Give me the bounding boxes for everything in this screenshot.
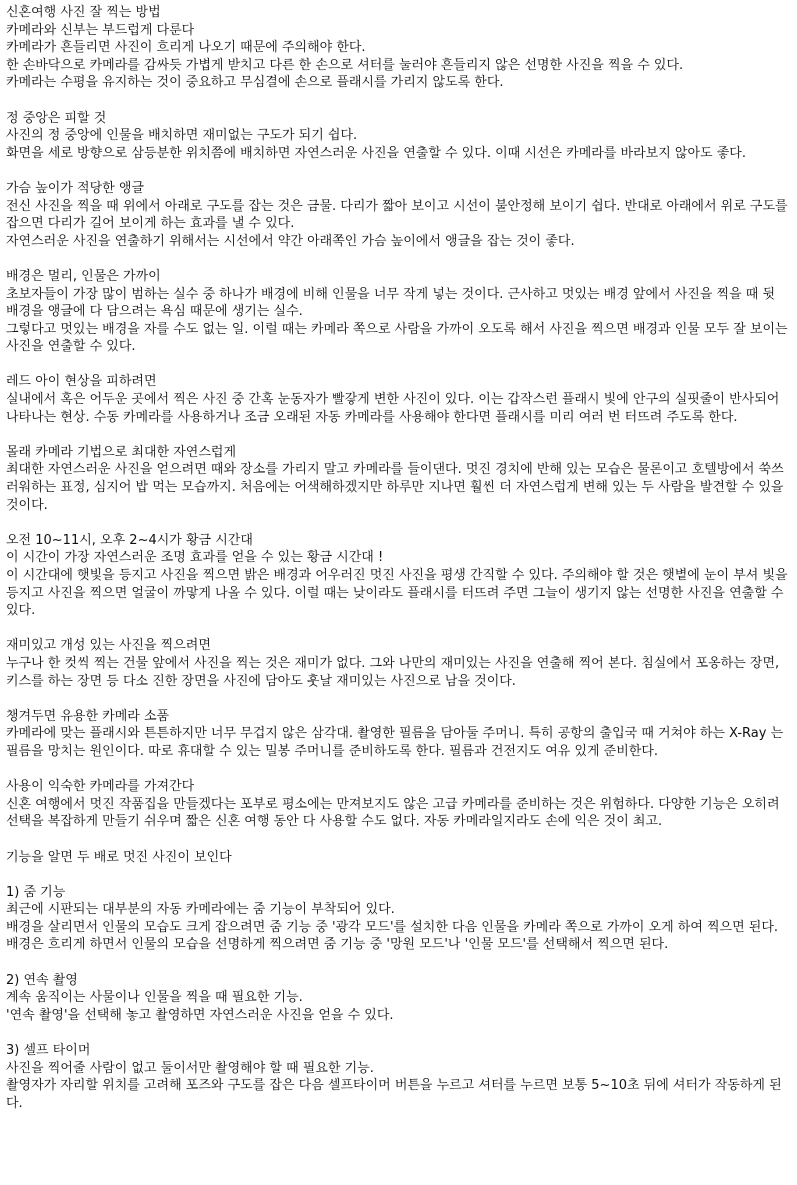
text-line: 신혼여행 사진 잘 찍는 방법 (6, 5, 161, 20)
blank-line (6, 1024, 791, 1042)
text-line: 이 시간대에 햇빛을 등지고 사진을 찍으면 밝은 배경과 어우러진 멋진 사진을 평생 간직할 수 있다. 주의해야 할 것은 햇볕에 눈이 부셔 빛을 등지고 사진을 찍으면 얼굴이 까맣게 나올 수 있다. 이럴 때는 낮이라도 플래시를 터뜨려 주면 그늘이 생기지 않는 선명한 사진을 연출할 수 있다. (6, 568, 792, 619)
text-line: 전신 사진을 찍을 때 위에서 아래로 구도를 잡는 것은 금물. 다리가 짧아 보이고 시선이 불안정해 보이기 쉽다. 반대로 아래에서 위로 구도를 잡으면 다리가 길어 보이게 하는 효과를 낼 수 있다. (6, 198, 792, 232)
text-line: 신혼 여행에서 멋진 작품집을 만들겠다는 포부로 평소에는 만져보지도 않은 고급 카메라를 준비하는 것은 위험하다. 다양한 기능은 오히려 선택을 복잡하게 만들기 쉬우며 짧은 신혼 여행 동안 다 사용할 수도 없다. 자동 카메라일지라도 손에 익은 것이 최고. (6, 796, 784, 830)
text-line: 챙겨두면 유용한 카메라 소품 (6, 708, 170, 724)
text-line: 배경은 흐리게 하면서 인물의 모습을 선명하게 찍으려면 줌 기능 중 '망원 모드'나 '인물 모드'를 선택해서 찍으면 된다. (6, 937, 669, 953)
blank-line (6, 356, 791, 374)
blank-line (6, 250, 791, 268)
blank-line (6, 866, 791, 884)
blank-line (6, 620, 791, 638)
blank-line (6, 761, 791, 779)
text-line: 레드 아이 현상을 피하려면 (6, 374, 157, 390)
text-line: 실내에서 혹은 어두운 곳에서 찍은 사진 중 간혹 눈동자가 빨갛게 변한 사진이 있다. 이는 갑작스런 플래시 빛에 안구의 실핏줄이 반사되어 나타나는 현상. 수동 카메라를 사용하거나 조금 오래된 자동 카메라를 사용해야 한다면 플래시를 미리 여러 번 터뜨려 주도록 한다. (6, 392, 784, 425)
text-line: 1) 줌 기능 (6, 884, 66, 900)
text-line: 초보자들이 가장 많이 범하는 실수 중 하나가 배경에 비해 인물을 너무 작게 넣는 것이다. 근사하고 멋있는 배경 앞에서 사진을 찍을 때 뒷 배경을 앵글에 다 담으려는 욕심 때문에 생기는 실수. (6, 286, 780, 320)
text-line: 정 중앙은 피할 것 (6, 110, 107, 126)
text-line: 카메라에 맞는 플래시와 튼튼하지만 너무 무겁지 않은 삼각대. 촬영한 필름을 담아둘 주머니. 특히 공항의 출입국 때 거쳐야 하는 X-Ray 는 필름을 망치는 원인이다. 따로 휴대할 수 있는 밀봉 주머니를 준비하도록 한다. 필름과 건전지도 여유 있게 준비한다. (6, 726, 788, 759)
text-line: 가슴 높이가 적당한 앵글 (6, 180, 144, 196)
text-line: 이 시간이 가장 자연스러운 조명 효과를 얻을 수 있는 황금 시간대 ! (6, 550, 384, 566)
text-line: 오전 10~11시, 오후 2~4시가 황금 시간대 (6, 532, 253, 548)
text-line: 촬영자가 자리할 위치를 고려해 포즈와 구도를 잡은 다음 셀프타이머 버튼을 누르고 셔터를 누르면 보통 5~10초 뒤에 셔터가 작동하게 된다. (6, 1078, 782, 1111)
text-line: 한 손바닥으로 카메라를 감싸듯 가볍게 받치고 다른 한 손으로 셔터를 눌러야 흔들리지 않은 선명한 사진을 찍을 수 있다. (6, 57, 684, 73)
text-line: 계속 움직이는 사물이나 인물을 찍을 때 필요한 기능. (6, 990, 303, 1006)
text-line: 사진의 정 중앙에 인물을 배치하면 재미없는 구도가 되기 쉽다. (6, 128, 358, 144)
text-line: 누구나 한 컷씩 찍는 건물 앞에서 사진을 찍는 것은 재미가 없다. 그와 나만의 재미있는 사진을 연출해 찍어 본다. 침실에서 포옹하는 장면, 키스를 하는 장면 등 다소 진한 장면을 사진에 담아도 훗날 재미있는 사진으로 남을 것이다. (6, 655, 784, 689)
text-line: 배경은 멀리, 인물은 가까이 (6, 268, 161, 284)
blank-line (6, 162, 791, 180)
text-line: 사용이 익숙한 카메라를 가져간다 (6, 779, 195, 795)
text-line: 사진을 찍어줄 사람이 없고 둘이서만 촬영해야 할 때 필요한 기능. (6, 1060, 374, 1076)
blank-line (6, 426, 791, 444)
text-line: 자연스러운 사진을 연출하기 위해서는 시선에서 약간 아래쪽인 가슴 높이에서 앵글을 잡는 것이 좋다. (6, 233, 575, 249)
blank-line (6, 690, 791, 708)
text-line: 기능을 알면 두 배로 멋진 사진이 보인다 (6, 849, 232, 865)
text-line: 2) 연속 촬영 (6, 972, 78, 988)
text-line: 화면을 세로 방향으로 삼등분한 위치쯤에 배치하면 자연스러운 사진을 연출할 수 있다. 이때 시선은 카메라를 바라보지 않아도 좋다. (6, 145, 746, 161)
text-line: '연속 촬영'을 선택해 놓고 촬영하면 자연스러운 사진을 얻을 수 있다. (6, 1007, 394, 1023)
text-line: 재미있고 개성 있는 사진을 찍으려면 (6, 638, 211, 654)
blank-line (6, 514, 791, 532)
text-line: 카메라와 신부는 부드럽게 다룬다 (6, 22, 195, 38)
text-line: 그렇다고 멋있는 배경을 자를 수도 없는 일. 이럴 때는 카메라 쪽으로 사람을 가까이 오도록 해서 사진을 찍으면 배경과 인물 모두 잘 보이는 사진을 연출할 수 있다. (6, 321, 792, 355)
text-line: 최근에 시판되는 대부분의 자동 카메라에는 줌 기능이 부착되어 있다. (6, 902, 395, 918)
text-line: 3) 셀프 타이머 (6, 1043, 91, 1059)
blank-line (6, 831, 791, 849)
text-line: 카메라는 수평을 유지하는 것이 중요하고 무심결에 손으로 플래시를 가리지 않도록 한다. (6, 75, 504, 91)
blank-line (6, 954, 791, 972)
text-line: 배경을 살리면서 인물의 모습도 크게 잡으려면 줌 기능 중 '광각 모드'를 설치한 다음 인물을 카메라 쪽으로 가까이 오게 하여 찍으면 된다. (6, 919, 779, 935)
text-line: 몰래 카메라 기법으로 최대한 자연스럽게 (6, 444, 237, 460)
blank-line (6, 92, 791, 110)
text-line: 카메라가 흔들리면 사진이 흐리게 나오기 때문에 주의해야 한다. (6, 40, 366, 56)
text-line: 최대한 자연스러운 사진을 얻으려면 때와 장소를 가리지 말고 카메라를 들이댄다. 멋진 경치에 반해 있는 모습은 물론이고 호텔방에서 쑥쓰러워하는 표정, 심지어 밥 먹는 모습까지. 처음에는 어색해하겠지만 하루만 지나면 훨씬 더 자연스럽게 변해 있는 두 사람을 발견할 수 있을 것이다. (6, 462, 788, 513)
